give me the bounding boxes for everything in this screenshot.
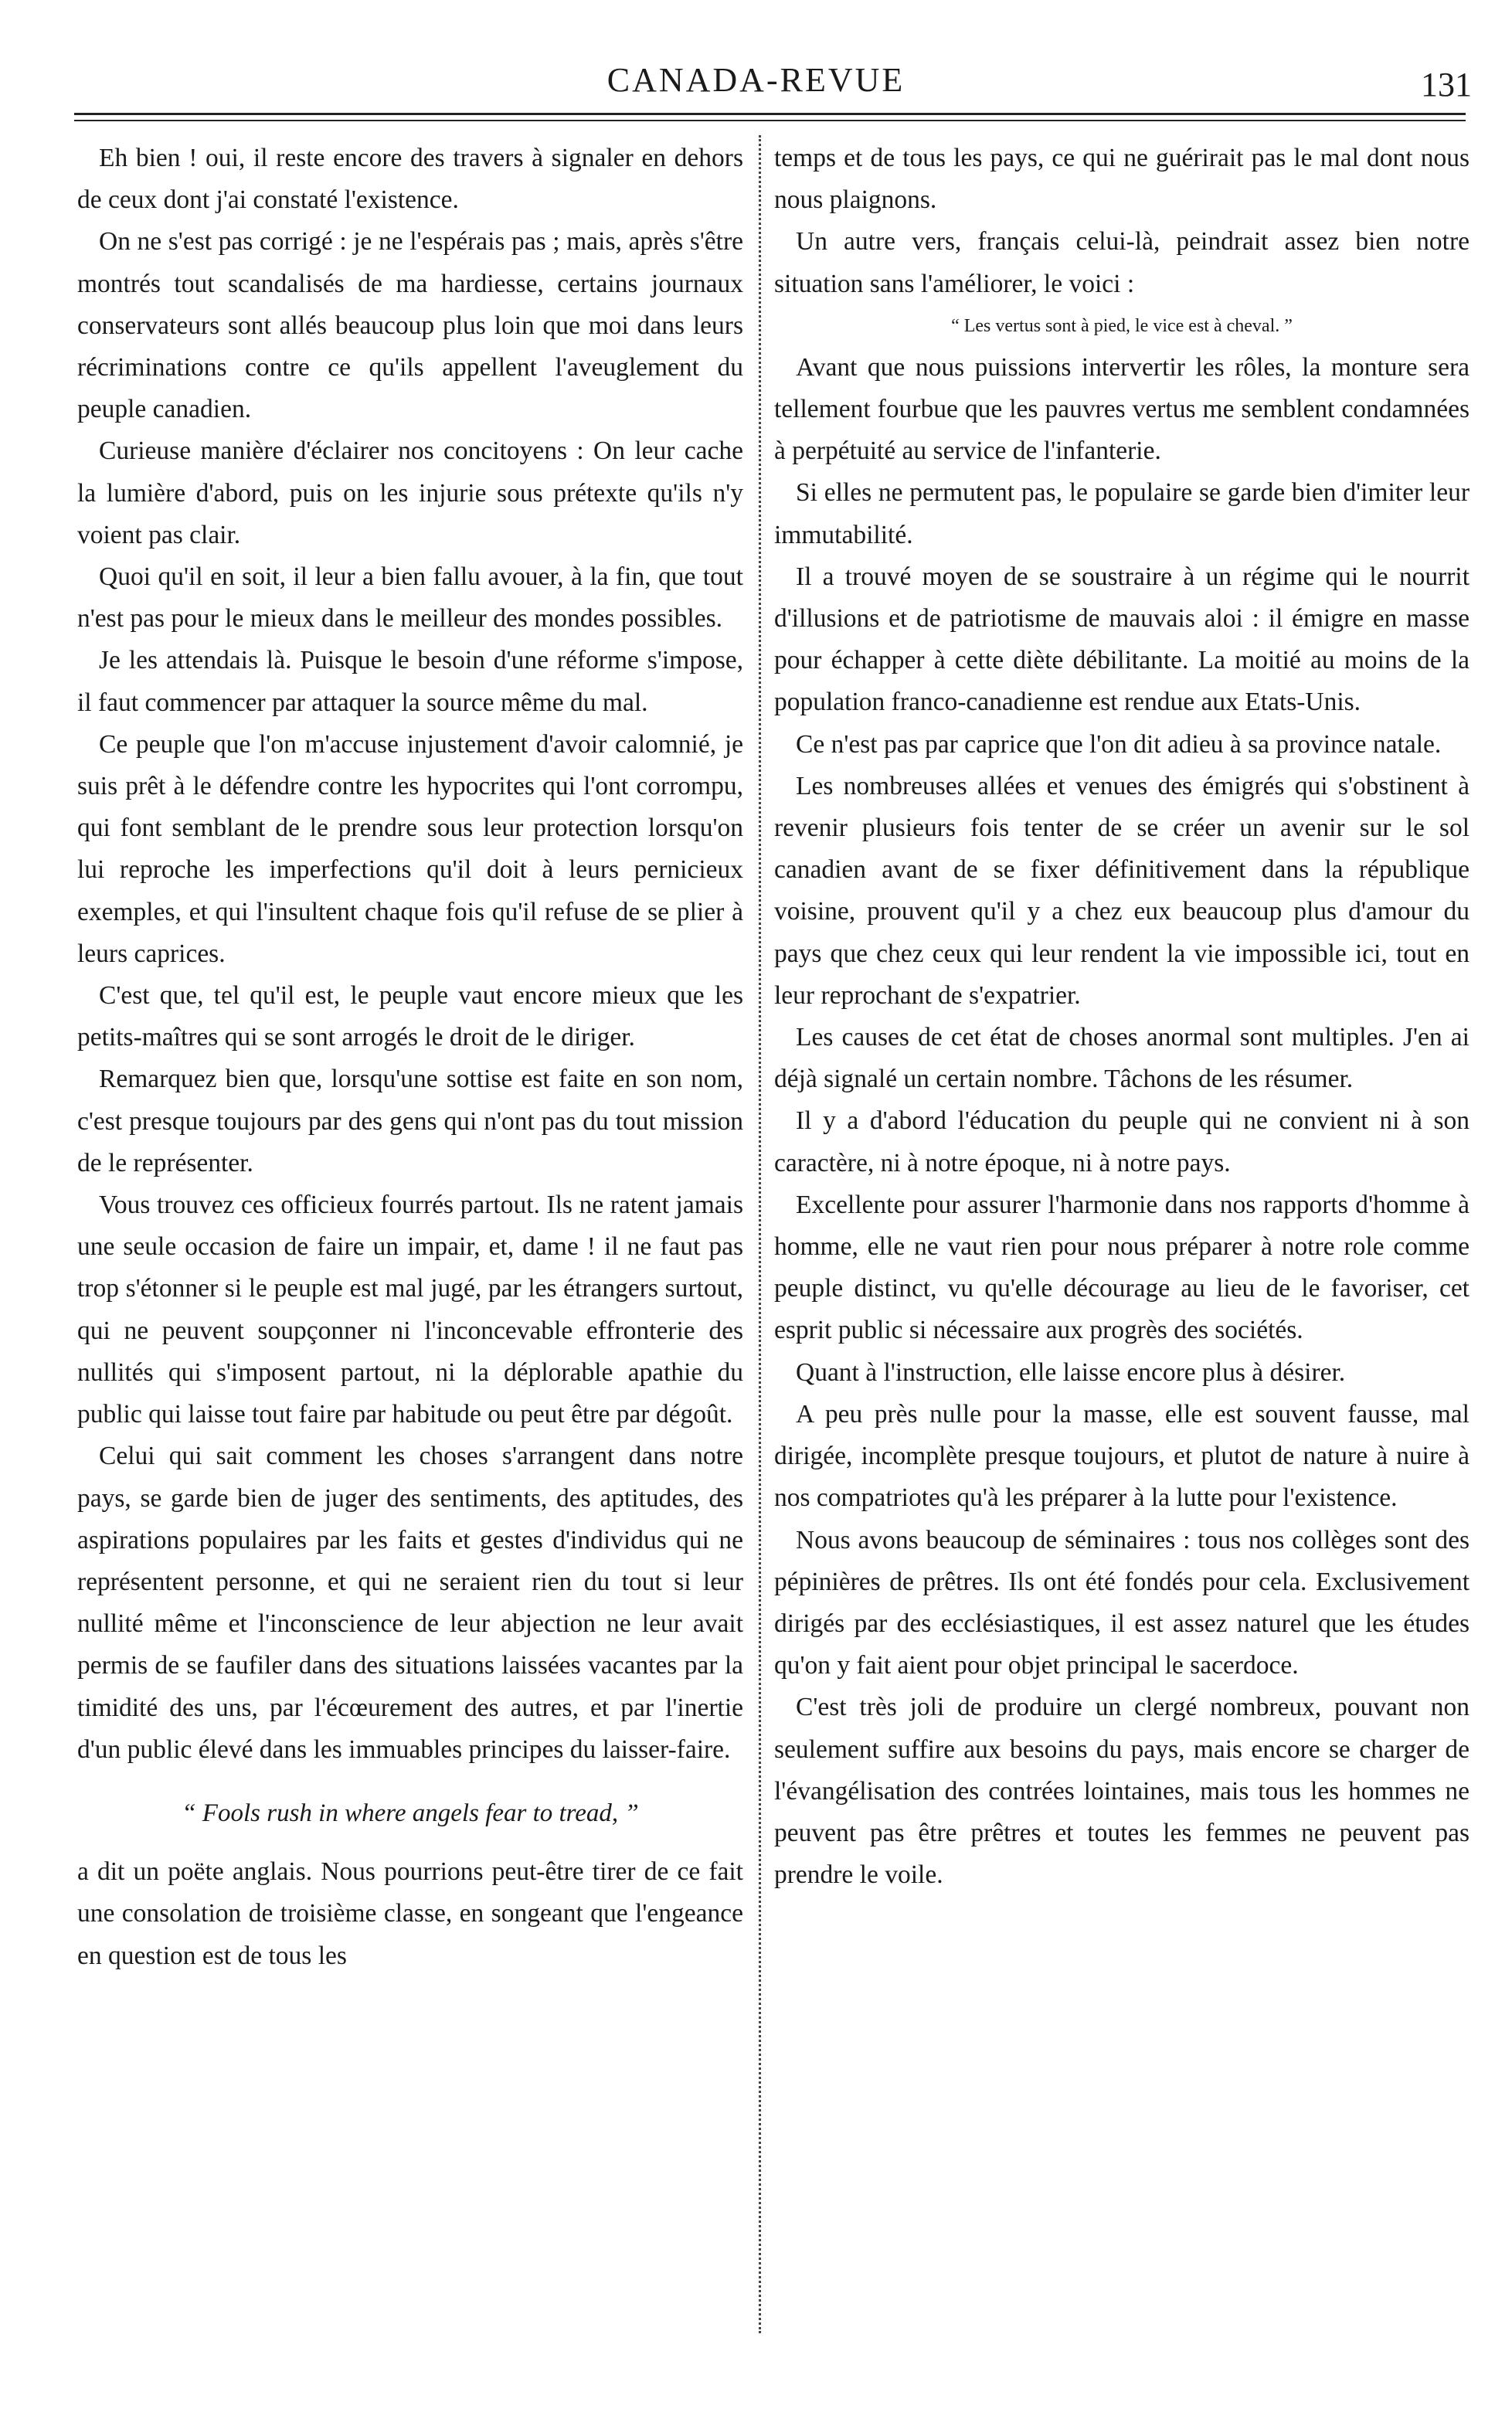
right-column (774, 138, 1470, 1896)
paragraph: Remarquez bien que, lorsqu'une sottise est faite en son nom, c'est presque toujours par des gens qui n'ont pas du tout mission de le représenter. (77, 1065, 743, 1177)
paragraph: Il a trouvé moyen de se soustraire à un régime qui le nourrit d'illusions et de patriotisme de mauvais aloi : il émigre en masse pour échapper à cette diète débilitante. La moitié au moins de la population franco-canadienne est rendue aux Etats-Unis. (774, 562, 1470, 717)
paragraph: Excellente pour assurer l'harmonie dans nos rapports d'homme à homme, elle ne vaut rien pour nous préparer à notre role comme peuple distinct, vu qu'elle décourage au lieu de le favoriser, cet esprit public si nécessaire aux progrès des sociétés. (774, 1190, 1470, 1345)
paragraph: Ce n'est pas par caprice que l'on dit adieu à sa province natale. (796, 729, 1442, 759)
paragraph: temps et de tous les pays, ce qui ne guérirait pas le mal dont nous nous plaignons. (774, 144, 1470, 215)
page-number: 131 (1421, 66, 1472, 104)
paragraph: Curieuse manière d'éclairer nos concitoyens : On leur cache la lumière d'abord, puis on les injurie sous prétexte qu'ils n'y voient pas clair. (77, 437, 743, 549)
header-rule (74, 113, 1466, 115)
paragraph: Je les attendais là. Puisque le besoin d'une réforme s'impose, il faut commencer par attaquer la source même du mal. (77, 646, 743, 717)
paragraph: Un autre vers, français celui-là, peindrait assez bien notre situation sans l'améliorer, le voici : (774, 227, 1470, 298)
paragraph: Quoi qu'il en soit, il leur a bien fallu avouer, à la fin, que tout n'est pas pour le mieux dans le meilleur des mondes possibles. (77, 562, 743, 634)
running-head: CANADA-REVUE (606, 61, 906, 99)
paragraph: A peu près nulle pour la masse, elle est souvent fausse, mal dirigée, incomplète presque toujours, et plutot de nature à nuire à nos compatriotes qu'à les préparer à la lutte pour l'existence. (774, 1399, 1470, 1513)
paragraph: Les causes de cet état de choses anormal sont multiples. J'en ai déjà signalé un certain nombre. Tâchons de les résumer. (774, 1023, 1470, 1094)
paragraph: On ne s'est pas corrigé : je ne l'espérais pas ; mais, après s'être montrés tout scandalisés de ma hardiesse, certains journaux conservateurs sont allés beaucoup plus loin que moi dans leurs récriminations contre ce qu'ils appellent l'aveuglement du peuple canadien. (77, 227, 743, 424)
french-quote: “ Les vertus sont à pied, le vice est à cheval. ” (951, 315, 1293, 336)
english-quote: “ Fools rush in where angels fear to tread, ” (182, 1799, 639, 1827)
column-divider (759, 135, 761, 2333)
paragraph: Ce peuple que l'on m'accuse injustement d'avoir calomnié, je suis prêt à le défendre contre les hypocrites qui l'ont corrompu, qui font semblant de le prendre sous leur protection lorsqu'on lui reproche les imperfections qu'il doit à leurs pernicieux exemples, et qui l'insultent chaque fois qu'il refuse de se plier à leurs caprices. (77, 729, 743, 968)
paragraph: Les nombreuses allées et venues des émigrés qui s'obstinent à revenir plusieurs fois tenter de se créer un avenir sur le sol canadien avant de se fixer définitivement dans la république voisine, prouvent qu'il y a chez eux beaucoup plus d'amour du pays que chez ceux qui leur rendent la vie impossible ici, tout en leur reprochant de s'expatrier. (774, 771, 1470, 1010)
paragraph: Vous trouvez ces officieux fourrés partout. Ils ne ratent jamais une seule occasion de faire un impair, et, dame ! il ne faut pas trop s'étonner si le peuple est mal jugé, par les étrangers surtout, qui ne peuvent soupçonner ni l'inconcevable effronterie des nullités qui s'imposent partout, ni la déplorable apathie du public qui laisse tout faire par habitude ou peut être par dégoût. (77, 1191, 743, 1429)
paragraph: Avant que nous puissions intervertir les rôles, la monture sera tellement fourbue que les pauvres vertus me semblent condamnées à perpétuité au service de l'infanterie. (774, 352, 1470, 466)
paragraph: Il y a d'abord l'éducation du peuple qui ne convient ni à son caractère, ni à notre époque, ni à notre pays. (774, 1106, 1470, 1177)
paragraph: Celui qui sait comment les choses s'arrangent dans notre pays, se garde bien de juger des sentiments, des aptitudes, des aspirations populaires par les faits et gestes d'individus qui ne représentent personne, et qui ne seraient rien du tout si leur nullité même et l'inconscience de leur abjection ne leur avait permis de se faufiler dans des situations laissées vacantes par la timidité des uns, par l'écœurement des autres, et par l'inertie d'un public élevé dans les immuables principes du laisser-faire. (77, 1442, 743, 1764)
paragraph: C'est que, tel qu'il est, le peuple vaut encore mieux que les petits-maîtres qui se sont arrogés le droit de le diriger. (77, 981, 743, 1052)
paragraph: Eh bien ! oui, il reste encore des travers à signaler en dehors de ceux dont j'ai constaté l'existence. (77, 144, 743, 215)
header-rule-thin (74, 120, 1466, 121)
paragraph: C'est très joli de produire un clergé nombreux, pouvant non seulement suffire aux besoins du pays, mais encore se charger de l'évangélisation des contrées lointaines, mais tous les hommes ne peuvent pas être prêtres et toutes les femmes ne peuvent pas prendre le voile. (774, 1693, 1470, 1890)
paragraph: Si elles ne permutent pas, le populaire se garde bien d'imiter leur immutabilité. (774, 478, 1470, 549)
paragraph: a dit un poëte anglais. Nous pourrions peut-être tirer de ce fait une consolation de troisième classe, en songeant que l'engeance en question est de tous les (77, 1857, 743, 1970)
left-column (77, 138, 743, 1977)
paragraph: Quant à l'instruction, elle laisse encore plus à désirer. (796, 1357, 1346, 1387)
paragraph: Nous avons beaucoup de séminaires : tous nos collèges sont des pépinières de prêtres. Ils ont été fondés pour cela. Exclusivement dirigés par des ecclésiastiques, il est assez naturel que les études qu'on y fait aient pour objet principal le sacerdoce. (774, 1525, 1470, 1680)
